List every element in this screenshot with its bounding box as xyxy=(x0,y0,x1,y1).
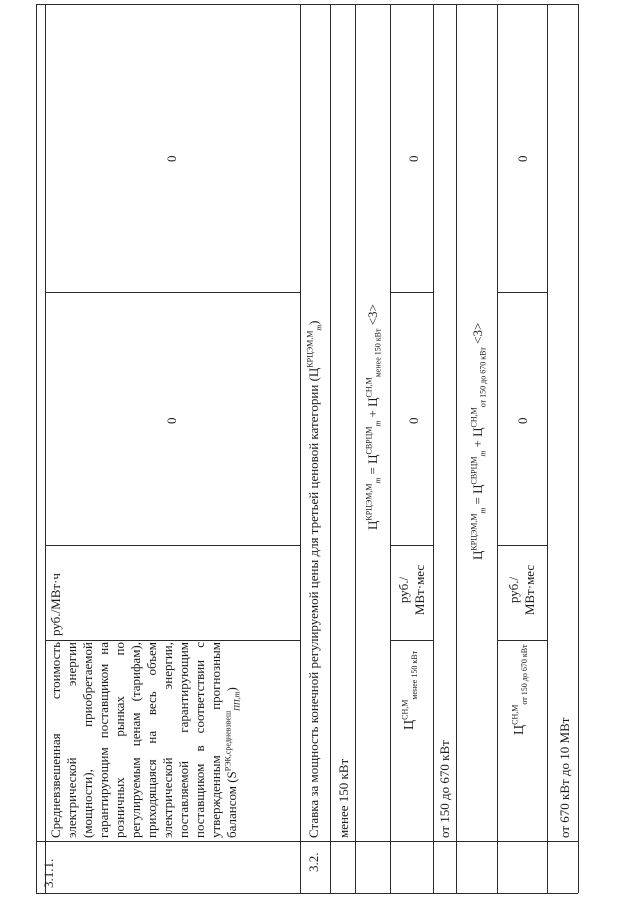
row-311-description xyxy=(48,642,240,838)
band2-unit: руб./ МВт·мес xyxy=(506,564,537,616)
row-311-value-a: 0 xyxy=(164,417,179,424)
band1-unit: руб./ МВт·мес xyxy=(396,564,427,616)
row-divider-32-title xyxy=(330,4,331,893)
band3-label: от 670 кВт до 10 МВт xyxy=(557,717,572,838)
row-divider-band2-values xyxy=(547,4,548,893)
band1-symbol: $Ц^{СН,М}_{менее 150 кВт}$ xyxy=(400,650,419,730)
col-divider-number-311 xyxy=(36,841,300,842)
row-divider-band2-formula xyxy=(497,4,498,893)
row-divider-band2-label xyxy=(456,4,457,893)
row-311-value-b: 0 xyxy=(164,155,179,162)
band2-value-a: 0 xyxy=(515,417,530,424)
col-divider-b2-sym-unit xyxy=(497,640,547,641)
col-divider-unit-vala-311 xyxy=(45,545,300,546)
col-divider-b2-vala-valb xyxy=(497,292,547,293)
row-divider-band1-formula xyxy=(390,4,391,893)
row-311-unit: руб./МВт·ч xyxy=(48,573,63,636)
col-divider-b2-unit-vala xyxy=(497,545,547,546)
row-divider-num xyxy=(45,4,46,893)
col-divider-b1-sym-unit xyxy=(390,640,433,641)
band2-formula-text: $Ц^{КРЦЭМ,М}_m = Ц^{СВРЦМ}_m + Ц^{СН,М}_{от 150 до 670 кВт} <3>$ xyxy=(469,322,488,560)
band2-symbol: $Ц^{СН,М}_{от 150 до 670 кВт}$ xyxy=(510,644,529,735)
col-divider-desc-unit-311 xyxy=(45,640,300,641)
col-divider-number-32 xyxy=(300,841,578,842)
table-border-bottom xyxy=(36,893,578,894)
band1-formula-text: $Ц^{КРЦЭМ,М}_m = Ц^{СВРЦМ}_m + Ц^{СН,М}_{менее 150 кВт} <3>$ xyxy=(364,304,383,530)
row-number-311: 3.1.1. xyxy=(41,858,56,888)
row-divider-band3 xyxy=(578,4,579,893)
row-number-32: 3.2. xyxy=(306,852,321,872)
band1-label: менее 150 кВт xyxy=(336,758,351,838)
row-divider-311 xyxy=(300,4,301,893)
row-311-description-balance: балансом $(S^{РЭК,средневзвеш}_{ПП,m})$ xyxy=(223,687,242,838)
col-divider-b1-unit-vala xyxy=(390,545,433,546)
band2-value-b: 0 xyxy=(515,155,530,162)
band2-label: от 150 до 670 кВт xyxy=(437,740,452,838)
band2-formula xyxy=(469,322,488,560)
col-divider-vala-valb-311 xyxy=(45,292,300,293)
band1-value-a: 0 xyxy=(406,417,421,424)
table-border-left xyxy=(36,4,37,893)
band1-formula xyxy=(364,304,383,530)
row-32-title: Ставка за мощность конечной регулируемой цены для третьей ценовой категории $(Ц^{КРЦЭМ,М}_m)$ xyxy=(305,320,324,838)
row-divider-band1-label xyxy=(355,4,356,893)
col-divider-b1-vala-valb xyxy=(390,292,433,293)
band1-value-b: 0 xyxy=(406,155,421,162)
row-divider-band1-values xyxy=(433,4,434,893)
row-311-description-text: Средневзвешенная стоимость электрической энергии (мощности), приобретаемой гарантирующим поставщиком на розничных рынках по регулируемым ценам (тарифам), приходящаяся на весь объем электрической энергии, поставляемой гарантирующим поставщиком в соответствии с утвержденным прогнозным балансом $(S^{РЭК,средневзвеш}_{ПП,m})$ xyxy=(48,641,242,838)
